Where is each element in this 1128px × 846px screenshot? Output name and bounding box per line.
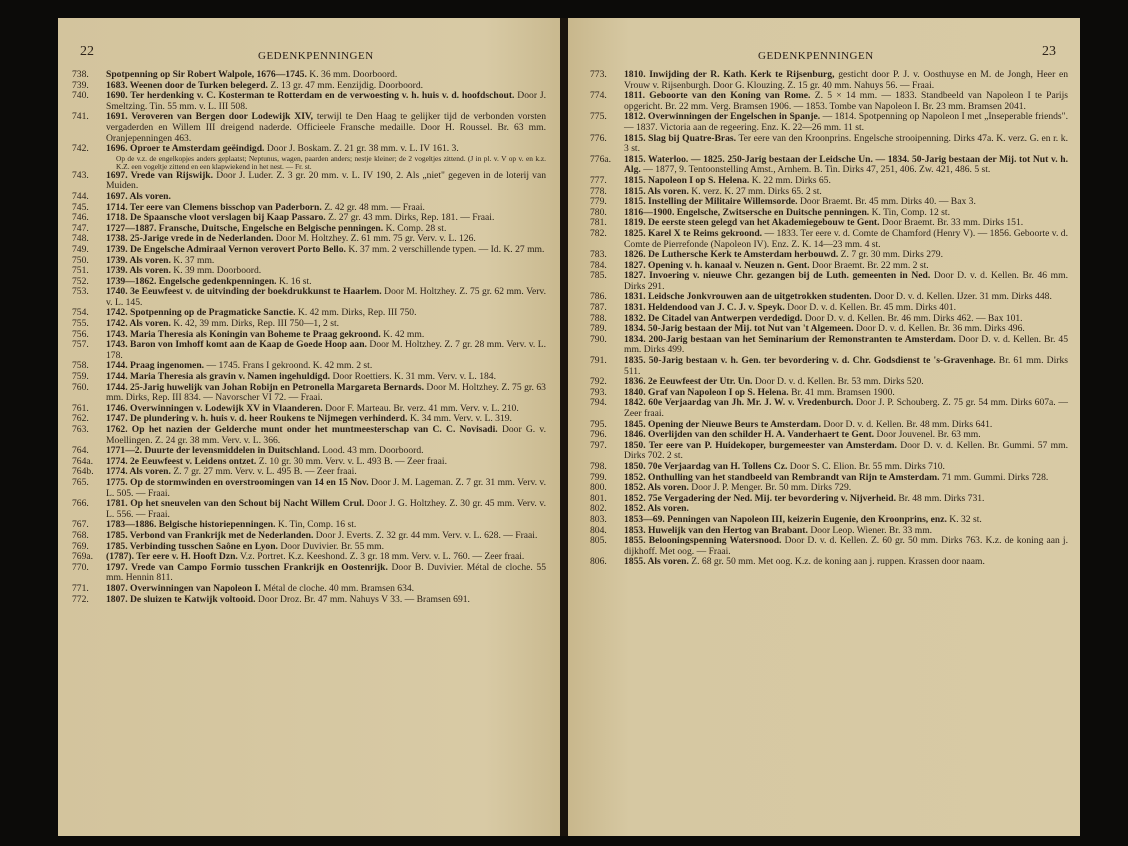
entry-number: 783.	[590, 249, 607, 261]
list-item	[590, 134, 1068, 155]
entry-text	[624, 134, 1068, 155]
entry-title: 1746. Overwinningen v. Lodewijk XV in Vlaanderen.	[106, 402, 323, 414]
entry-number: 765.	[72, 476, 89, 488]
entry-title: 1816—1900. Engelsche, Zwitsersche en Duitsche penningen.	[624, 206, 870, 218]
entry-text	[106, 245, 546, 256]
entry-details: Door Braemt. Br. 33 mm. Dirks 151.	[881, 217, 1024, 229]
list-item	[72, 425, 546, 446]
entry-text	[624, 91, 1068, 112]
entry-details: Door J. P. Menger. Br. 50 mm. Dirks 729.	[691, 482, 852, 494]
entry-text	[624, 70, 1068, 91]
entry-details: K. 42 mm. Dirks, Rep. III 750.	[297, 307, 417, 319]
entry-details: — 1814. Spotpenning op Napoleon I met „Inseperable friends". — 1837. Victoria aan de regeering. Enz. K. 22—26 mm. 11 st.	[624, 111, 1068, 133]
entry-number: 802.	[590, 503, 607, 515]
entry-number: 755.	[72, 318, 89, 330]
entry-number: 792.	[590, 376, 607, 388]
entry-title: 1807. De sluizen te Katwijk voltooid.	[106, 593, 256, 605]
entry-text	[106, 499, 546, 520]
entry-title: 1842. 60e Verjaardag van Jh. Mr. J. W. v. Vredenburch.	[624, 397, 854, 409]
entry-title: 1781. Op het sneuvelen van den Schout bij Nacht Willem Crul.	[106, 498, 365, 510]
entry-details: K. 39 mm. Doorboord.	[173, 265, 262, 277]
entry-number: 752.	[72, 275, 89, 287]
entry-title: 1718. De Spaansche vloot verslagen bij Kaap Passaro.	[106, 212, 326, 224]
entry-number: 754.	[72, 307, 89, 319]
entry-details: gesticht door P. J. v. Oosthuyse en M. de Jongh, Heer en Vrouw v. Rijsenburgh. Door G. Klouzing. Z. 15 gr. 40 mm. Nahuys 56. — Fraai.	[624, 69, 1068, 91]
entry-details: Door M. Holtzhey. Z. 61 mm. 75 gr. Verv. v. L. 126.	[275, 233, 476, 245]
entry-number: 786.	[590, 291, 607, 303]
entry-title: 1774. 2e Eeuwfeest v. Leidens ontzet.	[106, 455, 257, 467]
entry-details: K. verz. K. 27 mm. Dirks 65. 2 st.	[691, 185, 822, 197]
list-item	[72, 91, 546, 112]
entry-text	[106, 478, 546, 499]
entry-details: Door D. v. d. Kellen. Br. 46 mm. Dirks 462. — Bax 101.	[804, 312, 1023, 324]
entry-text	[106, 425, 546, 446]
entry-number: 799.	[590, 471, 607, 483]
entry-details: K. 34 mm. Verv. v. L. 319.	[409, 413, 512, 425]
entry-details: Door Braemt. Br. 45 mm. Dirks 40. — Bax 3.	[799, 196, 976, 208]
left-page	[58, 18, 560, 836]
entry-number: 744.	[72, 190, 89, 202]
entry-title: 1815. Als voren.	[624, 185, 689, 197]
entry-details: Door D. v. d. Kellen. Z. 60 gr. 50 mm. Dirks 763. K.z. de koning aan j. dijkhoff. Met oog. — Fraai.	[624, 535, 1069, 557]
entry-details: Door M. Holtzhey. Z. 7 gr. 28 mm. Verv. v. L. 178.	[106, 339, 547, 361]
entry-number: 806.	[590, 556, 607, 568]
entry-text	[106, 287, 546, 308]
entry-title: 1825. Karel X te Reims gekroond.	[624, 227, 763, 239]
entry-details: Door J. Everts. Z. 32 gr. 44 mm. Verv. v. L. 628. — Fraai.	[315, 529, 538, 541]
entry-title: 1850. 70e Verjaardag van H. Tollens Cz.	[624, 460, 788, 472]
entry-number: 776.	[590, 132, 607, 144]
entry-title: 1815. Slag bij Quatre-Bras.	[624, 132, 737, 144]
entry-footnote: Op de v.z. de engelkopjes anders geplaatst; Neptunus, wagen, paarden anders; nestje kleiner; de 2 vogeltjes zittend. (J in pl. v. V op v. en k.z. K.Z. een vogeltje zittend en een klapwiekend in het nest. — Fr. st.	[116, 153, 546, 171]
entry-title: 1743. Baron von Imhoff komt aan de Kaap de Goede Hoop aan.	[106, 339, 367, 351]
entry-title: 1807. Overwinningen van Napoleon I.	[106, 582, 261, 594]
entry-details: Door Leop. Wiener. Br. 33 mm.	[810, 524, 933, 536]
entry-title: 1815. Waterloo. — 1825. 250-Jarig bestaan der Leidsche Un. — 1834. 50-Jarig bestaan der Mij. tot Nut v. h. Alg.	[624, 153, 1068, 176]
list-item	[590, 271, 1068, 292]
entry-title: 1852. Als voren.	[624, 482, 689, 494]
entry-title: 1785. Verbond van Frankrijk met de Nederlanden.	[106, 529, 314, 541]
list-item	[590, 441, 1068, 462]
entry-title: 1853—69. Penningen van Napoleon III, keizerin Eugenie, den Kroonprins, enz.	[624, 513, 947, 525]
list-item	[590, 70, 1068, 91]
entry-details: — 1745. Frans I gekroond. K. 42 mm. 2 st.	[206, 360, 373, 372]
entry-details: Door S. C. Elion. Br. 55 mm. Dirks 710.	[789, 460, 945, 472]
entry-details: terwijl te Den Haag te gelijker tijd de verbonden vorsten vergaderden en Willem III dreigend naderde. Officieele Fransche medaille. Door H. Roussel. Br. 63 mm. Oranjepenningen 463.	[106, 111, 546, 144]
page-number: 22	[80, 44, 94, 59]
entry-details: Door D. v. d. Kellen. Br. 48 mm. Dirks 641.	[823, 418, 993, 430]
entry-details: Door J. Luder. Z. 3 gr. 20 mm. v. L. IV 190, 2. Als „niet" gegeven in de loterij van Muiden.	[106, 169, 546, 192]
list-item	[72, 144, 546, 171]
entry-title: 1852. Onthulling van het standbeeld van Rembrandt van Rijn te Amsterdam.	[624, 471, 940, 483]
entry-title: 1747. De plundering v. h. huis v. d. heer Roukens te Nijmegen verhinderd.	[106, 413, 408, 425]
entry-details: Z. 27 gr. 43 mm. Dirks, Rep. 181. — Fraai.	[328, 212, 495, 224]
entry-title: 1690. Ter herdenking v. C. Kosterman te Rotterdam en de verwoesting v. h. huis v. d. hoofdschout.	[106, 90, 515, 102]
entry-title: 1832. De Citadel van Antwerpen verdedigd.	[624, 312, 803, 324]
entry-title: 1834. 50-Jarig bestaan der Mij. tot Nut van 't Algemeen.	[624, 323, 854, 335]
entry-title: 1855. Als voren.	[624, 556, 689, 568]
entry-number: 751.	[72, 265, 89, 277]
list-item	[72, 340, 546, 361]
entry-title: 1855. Belooningspenning Watersnood.	[624, 535, 782, 547]
entry-number: 745.	[72, 201, 89, 213]
entry-title: 1742. Als voren.	[106, 318, 171, 330]
entry-number: 805.	[590, 535, 607, 547]
list-item	[590, 155, 1068, 176]
entry-details: Door J. Smeltzing. Tin. 55 mm. v. L. III 508.	[106, 90, 546, 112]
entry-number: 797.	[590, 439, 607, 451]
page-number: 23	[1042, 44, 1056, 59]
entry-title: 1739. Als voren.	[106, 254, 171, 266]
entry-number: 791.	[590, 355, 607, 367]
book-gutter	[560, 18, 568, 836]
entry-details: Door D. v. d. Kellen. Br. 45 mm. Dirks 401.	[787, 302, 956, 314]
entry-title: 1836. 2e Eeuwfeest der Utr. Un.	[624, 376, 753, 388]
entry-text	[624, 536, 1068, 557]
entry-title: 1797. Vrede van Campo Formio tusschen Frankrijk en Oostenrijk.	[106, 561, 388, 573]
entry-number: 788.	[590, 312, 607, 324]
entry-title: 1738. 25-Jarige vrede in de Nederlanden.	[106, 233, 274, 245]
entry-details: Door J. G. Holtzhey. Z. 30 gr. 45 mm. Verv. v. L. 556. — Fraai.	[106, 498, 546, 520]
entry-details: K. 42, 39 mm. Dirks, Rep. III 750—1, 2 st.	[173, 318, 340, 330]
list-item	[72, 595, 546, 606]
entry-number: 738.	[72, 69, 89, 80]
entry-number: 777.	[590, 174, 607, 186]
entry-title: 1819. De eerste steen gelegd van het Akademiegebouw te Gent.	[624, 217, 880, 229]
entry-number: 764b.	[72, 466, 94, 478]
entry-number: 766.	[72, 498, 89, 510]
entry-list	[590, 70, 1068, 568]
entry-number: 793.	[590, 386, 607, 398]
entry-details: Door D. v. d. Kellen. IJzer. 31 mm. Dirks 448.	[873, 291, 1052, 303]
entry-title: 1739. Als voren.	[106, 265, 171, 277]
entry-text	[106, 595, 546, 606]
entry-number: 746.	[72, 212, 89, 224]
entry-number: 774.	[590, 90, 607, 102]
entry-title: 1691. Veroveren van Bergen door Lodewijk XIV,	[106, 111, 314, 123]
entry-number: 778.	[590, 185, 607, 197]
entry-text	[624, 271, 1068, 292]
entry-details: Door Droz. Br. 47 mm. Nahuys V 33. — Bramsen 691.	[257, 593, 470, 605]
running-head: GEDENKPENNINGEN	[258, 50, 374, 62]
entry-title: 1853. Huwelijk van den Hertog van Brabant.	[624, 524, 808, 536]
list-item	[72, 287, 546, 308]
entry-title: 1811. Geboorte van den Koning van Rome.	[624, 90, 811, 102]
entry-title: Spotpenning op Sir Robert Walpole, 1676—1745.	[106, 69, 307, 80]
entry-title: 1815. Napoleon I op S. Helena.	[624, 174, 750, 186]
running-head: GEDENKPENNINGEN	[758, 50, 874, 62]
entry-number: 759.	[72, 371, 89, 383]
entry-number: 762.	[72, 413, 89, 425]
entry-details: Door J. Boskam. Z. 21 gr. 38 mm. v. L. IV 161. 3.	[266, 143, 459, 155]
entry-title: 1744. 25-Jarig huwelijk van Johan Robijn en Petronella Margareta Bernards.	[106, 381, 424, 393]
entry-number: 740.	[72, 90, 89, 102]
entry-number: 776a.	[590, 153, 612, 165]
entry-number: 771.	[72, 582, 89, 594]
entry-details: Door G. v. Moellingen. Z. 24 gr. 38 mm. Verv. v. L. 366.	[106, 424, 546, 446]
entry-details: Door Roettiers. K. 31 mm. Verv. v. L. 184.	[332, 371, 496, 383]
entry-details: — 1833. Ter eere v. d. Comte de Chamford (Henry V). — 1856. Geboorte v. d. Comte de Pierrefonde (Napoleon IV). Enz. Z. K. 14—23 mm. 4 st.	[624, 227, 1069, 250]
entry-number: 742.	[72, 143, 89, 155]
entry-number: 804.	[590, 524, 607, 536]
entry-title: 1742. Spotpenning op de Pragmaticke Sanctie.	[106, 307, 296, 319]
entry-details: Door D. v. d. Kellen. Br. 53 mm. Dirks 520.	[754, 376, 924, 388]
entry-title: 1683. Weenen door de Turken belegerd.	[106, 79, 268, 91]
entry-title: 1714. Ter eere van Clemens bisschop van Paderborn.	[106, 201, 322, 213]
list-item	[590, 557, 1068, 568]
entry-number: 750.	[72, 254, 89, 266]
entry-details: Door M. Holtzhey. Z. 75 gr. 62 mm. Verv. v. L. 145.	[106, 286, 546, 308]
right-page	[568, 18, 1080, 836]
entry-details: Door B. Duvivier. Métal de cloche. 55 mm. Hennin 811.	[106, 561, 546, 584]
entry-title: 1852. 75e Vergadering der Ned. Mij. ter bevordering v. Nijverheid.	[624, 492, 896, 504]
entry-details: — 1877, 9. Tentoonstelling Amst., Arnhem. B. Tin. Dirks 47, 251, 406. Zw. 421, 486. 5 st.	[643, 164, 991, 176]
entry-number: 795.	[590, 418, 607, 430]
entry-details: Z. 68 gr. 50 mm. Met oog. K.z. de koning aan j. ruppen. Krassen door naam.	[691, 556, 985, 568]
entry-text	[106, 171, 546, 192]
entry-title: 1774. Als voren.	[106, 466, 171, 478]
entry-title: 1727—1887. Fransche, Duitsche, Engelsche en Belgische penningen.	[106, 222, 384, 234]
entry-number: 763.	[72, 424, 89, 435]
entry-text	[106, 563, 546, 584]
entry-details: 71 mm. Gummi. Dirks 728.	[941, 471, 1049, 483]
entry-number: 770.	[72, 561, 89, 573]
entry-details: Br. 48 mm. Dirks 731.	[898, 492, 985, 504]
entry-number: 781.	[590, 217, 607, 229]
entry-title: 1840. Graf van Napoleon I op S. Helena.	[624, 386, 789, 398]
entry-title: 1810. Inwijding der R. Kath. Kerk te Rijsenburg,	[624, 69, 835, 80]
entry-number: 761.	[72, 402, 89, 414]
entry-details: Door D. v. d. Kellen. Br. 46 mm. Dirks 291.	[624, 270, 1068, 292]
entry-number: 753.	[72, 286, 89, 298]
entry-title: 1739—1862. Engelsche gedenkpenningen.	[106, 275, 277, 287]
entry-details: K. 32 st.	[949, 513, 982, 525]
entry-details: Z. 7 gr. 30 mm. Dirks 279.	[840, 249, 943, 261]
entry-text	[106, 340, 546, 361]
entry-text	[624, 398, 1068, 419]
entry-title: 1697. Vrede van Rijswijk.	[106, 169, 214, 181]
entry-details: Z. 10 gr. 30 mm. Verv. v. L. 493 B. — Zeer fraai.	[258, 455, 447, 467]
entry-details: Ter eere van den Kroonprins. Engelsche strooipenning. Dirks 47a. K. verz. G. en r. k. 3 st.	[624, 132, 1068, 155]
entry-number: 747.	[72, 222, 89, 234]
entry-list	[72, 70, 546, 605]
entry-title: 1835. 50-Jarig bestaan v. h. Gen. ter bevordering v. d. Chr. Godsdienst te 's-Gravenhage.	[624, 355, 996, 367]
entry-details: K. Tin, Comp. 16 st.	[277, 519, 357, 531]
entry-number: 779.	[590, 196, 607, 208]
entry-details: K. 37 mm.	[173, 254, 215, 266]
list-item	[590, 112, 1068, 133]
entry-number: 775.	[590, 111, 607, 123]
entry-number: 769.	[72, 540, 89, 552]
entry-title: 1846. Overlijden van den schilder H. A. Vanderhaert te Gent.	[624, 429, 875, 441]
entry-number: 749.	[72, 243, 89, 255]
entry-number: 757.	[72, 339, 89, 351]
list-item	[590, 398, 1068, 419]
entry-text	[624, 557, 1068, 568]
entry-details: Door Braemt. Br. 22 mm. 2 st.	[811, 259, 929, 271]
list-item	[72, 478, 546, 499]
list-item	[72, 112, 546, 144]
entry-number: 741.	[72, 111, 89, 123]
entry-text	[106, 112, 546, 144]
entry-details: K. 42 mm.	[383, 328, 425, 340]
entry-title: 1771—2. Duurte der levensmiddelen in Duitschland.	[106, 445, 320, 457]
entry-details: Door D. v. d. Kellen. Br. 45 mm. Dirks 499.	[624, 333, 1068, 356]
entry-details: Lood. 43 mm. Doorboord.	[322, 445, 424, 457]
list-item	[590, 356, 1068, 377]
entry-number: 756.	[72, 328, 89, 340]
entry-title: 1775. Op de stormwinden en overstroomingen van 14 en 15 Nov.	[106, 476, 369, 488]
entry-number: 790.	[590, 333, 607, 345]
entry-number: 764.	[72, 445, 89, 457]
entry-number: 787.	[590, 302, 607, 314]
list-item	[590, 91, 1068, 112]
entry-title: 1744. Praag ingenomen.	[106, 360, 205, 372]
entry-text	[624, 441, 1068, 462]
entry-number: 760.	[72, 381, 89, 393]
entry-number: 748.	[72, 233, 89, 245]
entry-number: 798.	[590, 460, 607, 472]
entry-text	[624, 494, 1068, 505]
entry-number: 743.	[72, 169, 89, 181]
entry-title: 1852. Als voren.	[624, 503, 689, 515]
entry-number: 789.	[590, 323, 607, 335]
entry-details: K. Comp. 28 st.	[385, 222, 447, 234]
entry-number: 794.	[590, 397, 607, 409]
entry-number: 758.	[72, 360, 89, 372]
entry-title: 1783—1886. Belgische historiepenningen.	[106, 519, 276, 531]
entry-title: 1696. Oproer te Amsterdam geëindigd.	[106, 143, 265, 155]
entry-text	[106, 144, 546, 171]
entry-title: 1845. Opening der Nieuwe Beurs te Amsterdam.	[624, 418, 822, 430]
entry-details: Z. 7 gr. 27 mm. Verv. v. L. 495 B. — Zeer fraai.	[173, 466, 357, 478]
entry-details: Z. 5 × 14 mm. — 1833. Standbeeld van Napoleon I te Parijs opgericht. Br. 22 mm. Verg. Bramsen 1906. — 1853. Tombe van Napoleon I. Br. 23 mm. Bramsen 2041.	[624, 90, 1068, 112]
entry-details: Door M. Holtzhey. Z. 75 gr. 63 mm. Dirks, Rep. III 834. — Navorscher VI 72. — Fraai.	[106, 381, 546, 404]
entry-title: 1827. Invoering v. nieuwe Chr. gezangen bij de Luth. gemeenten in Ned.	[624, 270, 931, 282]
entry-number: 800.	[590, 482, 607, 494]
entry-number: 796.	[590, 429, 607, 441]
entry-text	[106, 91, 546, 112]
entry-title: 1826. De Luthersche Kerk te Amsterdam herbouwd.	[624, 249, 839, 261]
entry-details: Door J. M. Lageman. Z. 7 gr. 31 mm. Verv. v. L. 505. — Fraai.	[106, 476, 546, 499]
entry-details: Br. 41 mm. Bramsen 1900.	[791, 386, 895, 398]
list-item	[590, 229, 1068, 250]
entry-details: Door D. v. d. Kellen. Br. Gummi. 57 mm. Dirks 702. 2 st.	[624, 439, 1068, 462]
entry-title: 1740. 3e Eeuwfeest v. de uitvinding der boekdrukkunst te Haarlem.	[106, 286, 382, 298]
entry-text	[624, 229, 1068, 250]
entry-title: 1831. Heldendood van J. C. J. v. Speyk.	[624, 302, 785, 314]
entry-number: 782.	[590, 227, 607, 239]
entry-text	[624, 155, 1068, 176]
list-item	[590, 335, 1068, 356]
entry-title: 1815. Instelling der Militaire Willemsorde.	[624, 196, 798, 208]
entry-title: 1850. Ter eere van P. Huidekoper, burgemeester van Amsterdam.	[624, 439, 897, 451]
list-item	[72, 563, 546, 584]
entry-number: 767.	[72, 519, 89, 531]
entry-number: 768.	[72, 529, 89, 541]
list-item	[590, 536, 1068, 557]
entry-number: 739.	[72, 79, 89, 91]
entry-details: Door Duvivier. Br. 55 mm.	[280, 540, 385, 552]
entry-title: 1739. De Engelsche Admiraal Vernon verovert Porto Bello.	[106, 243, 346, 255]
entry-details: Door D. v. d. Kellen. Br. 36 mm. Dirks 496.	[855, 323, 1025, 335]
entry-details: V.z. Portret. K.z. Keeshond. Z. 3 gr. 18 mm. Verv. v. L. 760. — Zeer fraai.	[240, 551, 525, 563]
entry-details: Br. 61 mm. Dirks 511.	[624, 355, 1068, 377]
entry-details: Z. 42 gr. 48 mm. — Fraai.	[324, 201, 425, 213]
entry-details: K. 16 st.	[279, 275, 312, 287]
entry-number: 803.	[590, 513, 607, 525]
entry-title: 1744. Maria Theresia als gravin v. Namen ingehuldigd.	[106, 371, 331, 383]
entry-details: Door Jouvenel. Br. 63 mm.	[876, 429, 981, 441]
entry-title: 1827. Opening v. h. kanaal v. Neuzen n. Gent.	[624, 259, 810, 271]
entry-title: 1812. Overwinningen der Engelschen in Spanje.	[624, 111, 821, 123]
entry-details: K. 22 mm. Dirks 65.	[751, 174, 831, 186]
entry-text	[624, 356, 1068, 377]
entry-number: 785.	[590, 270, 607, 282]
entry-number: 764a.	[72, 455, 94, 467]
entry-details: Door F. Marteau. Br. verz. 41 mm. Verv. v. L. 210.	[325, 402, 519, 414]
entry-title: 1831. Leidsche Jonkvrouwen aan de uitgetrokken studenten.	[624, 291, 872, 303]
entry-title: 1697. Als voren.	[106, 190, 171, 202]
entry-details: K. 36 mm. Doorboord.	[309, 69, 398, 80]
entry-number: 769a.	[72, 551, 94, 563]
entry-details: Door J. P. Schouberg. Z. 75 gr. 54 mm. Dirks 607a. — Zeer fraai.	[624, 397, 1068, 419]
entry-details: Métal de cloche. 40 mm. Bramsen 634.	[263, 582, 415, 594]
list-item	[72, 499, 546, 520]
list-item	[72, 171, 546, 192]
entry-number: 801.	[590, 492, 607, 504]
entry-details: K. 37 mm. 2 verschillende typen. — Id. K. 27 mm.	[348, 243, 545, 255]
entry-text	[624, 112, 1068, 133]
entry-title: 1834. 200-Jarig bestaan van het Seminarium der Remonstranten te Amsterdam.	[624, 333, 956, 345]
entry-number: 773.	[590, 69, 607, 80]
entry-details: K. Tin, Comp. 12 st.	[871, 206, 950, 218]
entry-title: 1785. Verbinding tusschen Saône en Lyon.	[106, 540, 278, 552]
entry-text	[624, 335, 1068, 356]
entry-number: 784.	[590, 259, 607, 271]
entry-number: 772.	[72, 593, 89, 605]
list-item	[72, 383, 546, 404]
entry-details: Z. 13 gr. 47 mm. Eenzijdig. Doorboord.	[270, 79, 424, 91]
entry-text	[106, 383, 546, 404]
entry-title: (1787). Ter eere v. H. Hooft Dzn.	[106, 551, 238, 563]
entry-title: 1743. Maria Theresia als Koningin van Boheme te Praag gekroond.	[106, 328, 381, 340]
entry-number: 780.	[590, 206, 607, 218]
entry-title: 1762. Op het nazien der Gelderche munt onder het muntmeesterschap van C. C. Novisadi.	[106, 424, 498, 435]
